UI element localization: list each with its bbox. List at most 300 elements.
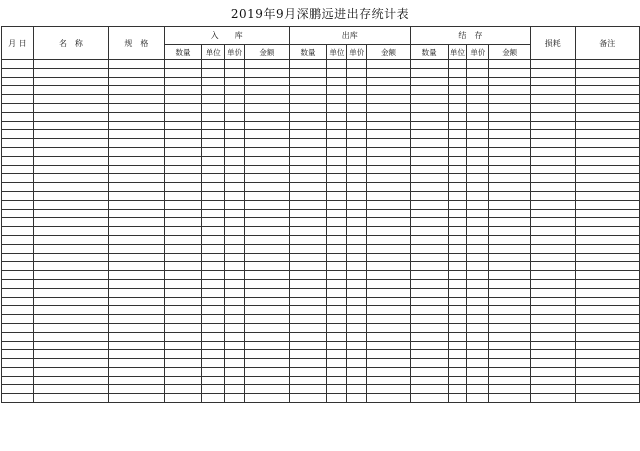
table-cell[interactable] [289,68,327,77]
table-cell[interactable] [367,306,411,315]
table-cell[interactable] [33,147,108,156]
table-cell[interactable] [109,323,165,332]
table-cell[interactable] [531,367,576,376]
table-cell[interactable] [489,235,531,244]
table-cell[interactable] [327,385,347,394]
table-cell[interactable] [531,271,576,280]
table-cell[interactable] [531,244,576,253]
table-cell[interactable] [327,323,347,332]
table-cell[interactable] [367,350,411,359]
table-cell[interactable] [448,147,467,156]
table-cell[interactable] [575,385,639,394]
table-cell[interactable] [347,218,367,227]
table-cell[interactable] [2,200,34,209]
table-cell[interactable] [531,191,576,200]
table-cell[interactable] [289,209,327,218]
table-cell[interactable] [289,227,327,236]
table-cell[interactable] [245,341,290,350]
table-cell[interactable] [289,139,327,148]
table-cell[interactable] [202,297,225,306]
table-cell[interactable] [531,394,576,403]
table-cell[interactable] [489,253,531,262]
table-cell[interactable] [367,218,411,227]
table-cell[interactable] [367,332,411,341]
table-cell[interactable] [33,112,108,121]
table-cell[interactable] [489,227,531,236]
table-cell[interactable] [225,147,245,156]
table-cell[interactable] [327,165,347,174]
table-cell[interactable] [33,288,108,297]
table-cell[interactable] [245,306,290,315]
table-cell[interactable] [289,315,327,324]
table-cell[interactable] [531,200,576,209]
table-cell[interactable] [202,359,225,368]
table-cell[interactable] [367,271,411,280]
table-cell[interactable] [109,341,165,350]
table-cell[interactable] [489,130,531,139]
table-cell[interactable] [531,103,576,112]
table-cell[interactable] [327,332,347,341]
table-cell[interactable] [575,341,639,350]
table-cell[interactable] [245,86,290,95]
table-cell[interactable] [202,218,225,227]
table-cell[interactable] [327,367,347,376]
table-cell[interactable] [164,130,202,139]
table-cell[interactable] [410,95,448,104]
table-cell[interactable] [448,385,467,394]
table-cell[interactable] [467,147,489,156]
table-cell[interactable] [410,130,448,139]
table-cell[interactable] [575,288,639,297]
table-cell[interactable] [531,279,576,288]
table-cell[interactable] [2,359,34,368]
table-cell[interactable] [245,323,290,332]
table-cell[interactable] [347,165,367,174]
table-cell[interactable] [410,139,448,148]
table-cell[interactable] [33,86,108,95]
table-cell[interactable] [489,218,531,227]
table-cell[interactable] [575,68,639,77]
table-cell[interactable] [489,376,531,385]
table-cell[interactable] [467,103,489,112]
table-cell[interactable] [225,112,245,121]
table-cell[interactable] [202,165,225,174]
table-cell[interactable] [225,200,245,209]
table-cell[interactable] [2,139,34,148]
table-cell[interactable] [202,209,225,218]
table-cell[interactable] [448,394,467,403]
table-cell[interactable] [410,77,448,86]
table-cell[interactable] [2,394,34,403]
table-cell[interactable] [347,191,367,200]
table-cell[interactable] [531,253,576,262]
table-cell[interactable] [575,323,639,332]
table-cell[interactable] [531,262,576,271]
table-cell[interactable] [448,112,467,121]
table-cell[interactable] [347,103,367,112]
table-cell[interactable] [289,279,327,288]
table-cell[interactable] [33,218,108,227]
table-cell[interactable] [225,271,245,280]
table-cell[interactable] [367,130,411,139]
table-cell[interactable] [327,227,347,236]
table-cell[interactable] [347,244,367,253]
table-cell[interactable] [448,218,467,227]
table-cell[interactable] [33,60,108,69]
table-cell[interactable] [531,139,576,148]
table-cell[interactable] [347,235,367,244]
table-cell[interactable] [347,112,367,121]
table-cell[interactable] [289,235,327,244]
table-cell[interactable] [109,332,165,341]
table-cell[interactable] [109,60,165,69]
table-cell[interactable] [2,271,34,280]
table-cell[interactable] [410,183,448,192]
table-cell[interactable] [2,297,34,306]
table-cell[interactable] [531,68,576,77]
table-cell[interactable] [33,165,108,174]
table-cell[interactable] [367,121,411,130]
table-cell[interactable] [448,209,467,218]
table-cell[interactable] [33,68,108,77]
table-cell[interactable] [202,332,225,341]
table-cell[interactable] [164,341,202,350]
table-cell[interactable] [575,359,639,368]
table-cell[interactable] [531,112,576,121]
table-cell[interactable] [33,376,108,385]
table-cell[interactable] [289,130,327,139]
table-cell[interactable] [245,183,290,192]
table-cell[interactable] [2,315,34,324]
table-cell[interactable] [164,112,202,121]
table-cell[interactable] [245,139,290,148]
table-cell[interactable] [531,183,576,192]
table-cell[interactable] [367,60,411,69]
table-cell[interactable] [33,227,108,236]
table-cell[interactable] [410,60,448,69]
table-cell[interactable] [289,262,327,271]
table-cell[interactable] [448,376,467,385]
table-cell[interactable] [109,235,165,244]
table-cell[interactable] [448,103,467,112]
table-cell[interactable] [109,376,165,385]
table-cell[interactable] [575,244,639,253]
table-cell[interactable] [164,174,202,183]
table-cell[interactable] [347,227,367,236]
table-cell[interactable] [327,130,347,139]
table-cell[interactable] [327,359,347,368]
table-cell[interactable] [448,227,467,236]
table-cell[interactable] [448,121,467,130]
table-cell[interactable] [410,315,448,324]
table-cell[interactable] [575,235,639,244]
table-cell[interactable] [367,112,411,121]
table-cell[interactable] [531,174,576,183]
table-cell[interactable] [367,297,411,306]
table-cell[interactable] [225,209,245,218]
table-cell[interactable] [347,77,367,86]
table-cell[interactable] [327,156,347,165]
table-cell[interactable] [467,174,489,183]
table-cell[interactable] [33,350,108,359]
table-cell[interactable] [245,227,290,236]
table-cell[interactable] [410,227,448,236]
table-cell[interactable] [164,86,202,95]
table-cell[interactable] [202,235,225,244]
table-cell[interactable] [2,156,34,165]
table-cell[interactable] [202,103,225,112]
table-cell[interactable] [2,323,34,332]
table-cell[interactable] [575,139,639,148]
table-cell[interactable] [448,165,467,174]
table-cell[interactable] [575,209,639,218]
table-cell[interactable] [489,209,531,218]
table-cell[interactable] [225,306,245,315]
table-cell[interactable] [410,103,448,112]
table-cell[interactable] [289,86,327,95]
table-cell[interactable] [489,323,531,332]
table-cell[interactable] [2,262,34,271]
table-cell[interactable] [327,103,347,112]
table-cell[interactable] [467,165,489,174]
table-cell[interactable] [33,385,108,394]
table-cell[interactable] [467,385,489,394]
table-cell[interactable] [448,183,467,192]
table-cell[interactable] [575,262,639,271]
table-cell[interactable] [202,315,225,324]
table-cell[interactable] [2,165,34,174]
table-cell[interactable] [202,385,225,394]
table-cell[interactable] [367,174,411,183]
table-cell[interactable] [33,156,108,165]
table-cell[interactable] [245,235,290,244]
table-cell[interactable] [164,209,202,218]
table-cell[interactable] [202,121,225,130]
table-cell[interactable] [245,77,290,86]
table-cell[interactable] [467,341,489,350]
table-cell[interactable] [164,350,202,359]
table-cell[interactable] [327,200,347,209]
table-cell[interactable] [2,288,34,297]
table-cell[interactable] [225,227,245,236]
table-cell[interactable] [2,191,34,200]
table-cell[interactable] [367,288,411,297]
table-cell[interactable] [109,279,165,288]
table-cell[interactable] [33,244,108,253]
table-cell[interactable] [109,306,165,315]
table-cell[interactable] [531,332,576,341]
table-cell[interactable] [2,77,34,86]
table-cell[interactable] [164,323,202,332]
table-cell[interactable] [33,359,108,368]
table-cell[interactable] [467,235,489,244]
table-cell[interactable] [225,95,245,104]
table-cell[interactable] [347,385,367,394]
table-cell[interactable] [575,297,639,306]
table-cell[interactable] [33,262,108,271]
table-cell[interactable] [109,200,165,209]
table-cell[interactable] [225,279,245,288]
table-cell[interactable] [489,332,531,341]
table-cell[interactable] [33,95,108,104]
table-cell[interactable] [2,350,34,359]
table-cell[interactable] [225,165,245,174]
table-cell[interactable] [327,68,347,77]
table-cell[interactable] [327,147,347,156]
table-cell[interactable] [289,394,327,403]
table-cell[interactable] [467,227,489,236]
table-cell[interactable] [164,156,202,165]
table-cell[interactable] [225,350,245,359]
table-cell[interactable] [367,262,411,271]
table-cell[interactable] [202,394,225,403]
table-cell[interactable] [575,332,639,341]
table-cell[interactable] [531,77,576,86]
table-cell[interactable] [467,139,489,148]
table-cell[interactable] [245,367,290,376]
table-cell[interactable] [33,297,108,306]
table-cell[interactable] [367,244,411,253]
table-cell[interactable] [347,350,367,359]
table-cell[interactable] [489,359,531,368]
table-cell[interactable] [245,147,290,156]
table-cell[interactable] [164,165,202,174]
table-cell[interactable] [109,112,165,121]
table-cell[interactable] [467,315,489,324]
table-cell[interactable] [164,376,202,385]
table-cell[interactable] [327,112,347,121]
table-cell[interactable] [467,191,489,200]
table-cell[interactable] [245,68,290,77]
table-cell[interactable] [33,103,108,112]
table-cell[interactable] [225,262,245,271]
table-cell[interactable] [327,341,347,350]
table-cell[interactable] [448,359,467,368]
table-cell[interactable] [33,341,108,350]
table-cell[interactable] [410,209,448,218]
table-cell[interactable] [410,68,448,77]
table-cell[interactable] [33,191,108,200]
table-cell[interactable] [448,174,467,183]
table-cell[interactable] [410,253,448,262]
table-cell[interactable] [347,95,367,104]
table-cell[interactable] [410,165,448,174]
table-cell[interactable] [245,95,290,104]
table-cell[interactable] [109,359,165,368]
table-cell[interactable] [327,306,347,315]
table-cell[interactable] [245,156,290,165]
table-cell[interactable] [109,86,165,95]
table-cell[interactable] [164,68,202,77]
table-cell[interactable] [467,156,489,165]
table-cell[interactable] [347,68,367,77]
table-cell[interactable] [575,306,639,315]
table-cell[interactable] [467,350,489,359]
table-cell[interactable] [347,315,367,324]
table-cell[interactable] [289,77,327,86]
table-cell[interactable] [289,95,327,104]
table-cell[interactable] [33,183,108,192]
table-cell[interactable] [575,86,639,95]
table-cell[interactable] [289,174,327,183]
table-cell[interactable] [164,367,202,376]
table-cell[interactable] [410,235,448,244]
table-cell[interactable] [164,262,202,271]
table-cell[interactable] [367,376,411,385]
table-cell[interactable] [225,341,245,350]
table-cell[interactable] [410,385,448,394]
table-cell[interactable] [245,359,290,368]
table-cell[interactable] [489,271,531,280]
table-cell[interactable] [367,279,411,288]
table-cell[interactable] [225,130,245,139]
table-cell[interactable] [2,385,34,394]
table-cell[interactable] [2,60,34,69]
table-cell[interactable] [164,200,202,209]
table-cell[interactable] [448,60,467,69]
table-cell[interactable] [531,359,576,368]
table-cell[interactable] [489,174,531,183]
table-cell[interactable] [448,323,467,332]
table-cell[interactable] [489,77,531,86]
table-cell[interactable] [367,165,411,174]
table-cell[interactable] [531,385,576,394]
table-cell[interactable] [575,191,639,200]
table-cell[interactable] [367,103,411,112]
table-cell[interactable] [2,218,34,227]
table-cell[interactable] [347,156,367,165]
table-cell[interactable] [531,323,576,332]
table-cell[interactable] [467,244,489,253]
table-cell[interactable] [410,332,448,341]
table-cell[interactable] [164,297,202,306]
table-cell[interactable] [327,315,347,324]
table-cell[interactable] [489,86,531,95]
table-cell[interactable] [2,235,34,244]
table-cell[interactable] [367,315,411,324]
table-cell[interactable] [575,77,639,86]
table-cell[interactable] [245,394,290,403]
table-cell[interactable] [2,306,34,315]
table-cell[interactable] [164,183,202,192]
table-cell[interactable] [245,315,290,324]
table-cell[interactable] [448,288,467,297]
table-cell[interactable] [164,121,202,130]
table-cell[interactable] [202,244,225,253]
table-cell[interactable] [531,297,576,306]
table-cell[interactable] [289,191,327,200]
table-cell[interactable] [327,77,347,86]
table-cell[interactable] [489,385,531,394]
table-cell[interactable] [448,77,467,86]
table-cell[interactable] [245,200,290,209]
table-cell[interactable] [109,271,165,280]
table-cell[interactable] [164,60,202,69]
table-cell[interactable] [575,376,639,385]
table-cell[interactable] [489,95,531,104]
table-cell[interactable] [531,218,576,227]
table-cell[interactable] [347,279,367,288]
table-cell[interactable] [367,341,411,350]
table-cell[interactable] [33,323,108,332]
table-cell[interactable] [448,95,467,104]
table-cell[interactable] [575,218,639,227]
table-cell[interactable] [467,253,489,262]
table-cell[interactable] [410,367,448,376]
table-cell[interactable] [33,332,108,341]
table-cell[interactable] [467,297,489,306]
table-cell[interactable] [347,147,367,156]
